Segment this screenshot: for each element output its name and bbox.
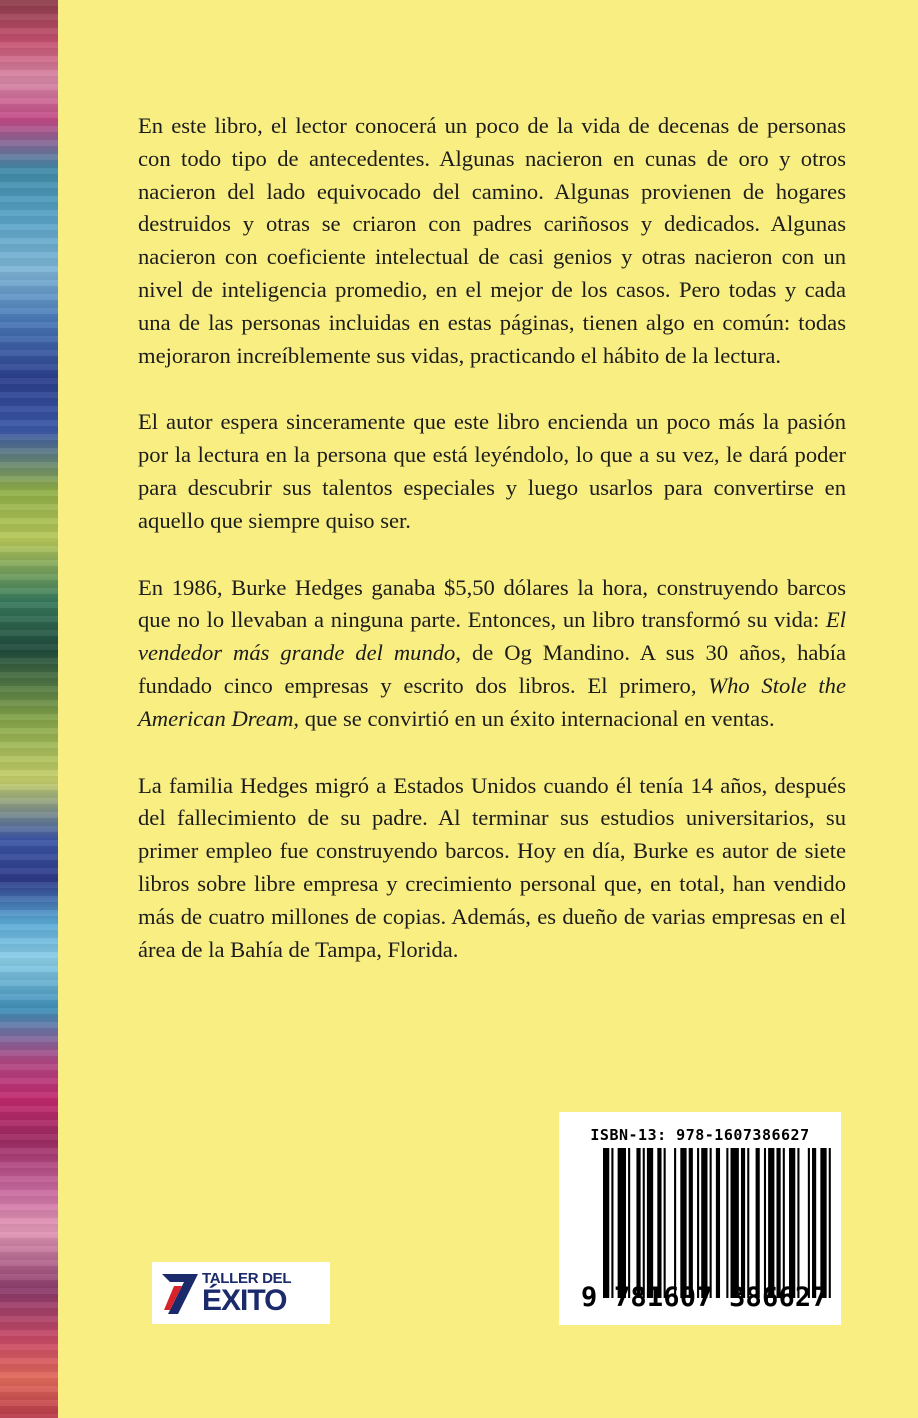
paragraph-text: En 1986, Burke Hedges ganaba $5,50 dólares la hora, construyendo barcos que no lo llevaban a ninguna parte. Entonces, un libro transformó su vida: xyxy=(138,574,846,633)
spine-stripe xyxy=(0,0,58,1418)
paragraph-text: La familia Hedges migró a Estados Unidos cuando él tenía 14 años, después del fallecimiento de su padre. Al terminar sus estudios universitarios, su primer empleo fue construyendo barcos. Hoy en día, Burke es autor de siete libros sobre libre empresa y crecimiento personal que, en total, han vendido más de cuatro millones de copias. Además, es dueño de varias empresas en el área de la Bahía de Tampa, Florida. xyxy=(138,772,846,962)
publisher-logo xyxy=(152,1262,330,1324)
paragraph-3 xyxy=(138,572,846,736)
back-cover-text xyxy=(138,110,846,1000)
publisher-name-line1: TALLER DEL xyxy=(202,1270,292,1287)
paragraph-text: , que se convirtió en un éxito internacional en ventas. xyxy=(293,705,775,731)
paragraph-1 xyxy=(138,110,846,372)
publisher-logo-mark-icon xyxy=(160,1270,200,1316)
barcode-bars xyxy=(603,1148,835,1298)
isbn-barcode xyxy=(559,1112,841,1325)
paragraph-2 xyxy=(138,406,846,537)
paragraph-text: En este libro, el lector conocerá un poco de la vida de decenas de personas con todo tipo de antecedentes. Algunas nacieron en cunas de oro y otros nacieron del lado equivocado del camino. Algunas provienen de hogares destruidos y otras se criaron con padres cariñosos y dedicados. Algunas nacieron con coeficiente intelectual de casi genios y otras nacieron con un nivel de inteligencia promedio, en el mejor de los casos. Pero todas y cada una de las personas incluidas en estas páginas, tienen algo en común: todas mejoraron increíblemente sus vidas, practicando el hábito de la lectura. xyxy=(138,113,846,368)
book-title-italic: El vendedor más grande del mundo xyxy=(138,607,846,666)
isbn-label: ISBN-13: 978-1607386627 xyxy=(590,1126,810,1144)
paragraph-text: , de Og Mandino. A sus 30 años, había fundado cinco empresas y escrito dos libros. El primero, xyxy=(138,640,846,698)
publisher-name-line2: ÉXITO xyxy=(202,1284,287,1317)
paragraph-4 xyxy=(138,770,846,967)
paragraph-text: El autor espera sinceramente que este libro encienda un poco más la pasión por la lectura en la persona que está leyéndolo, lo que a su vez, le dará poder para descubrir sus talentos especiales y luego usarlos para convertirse en aquello que siempre quiso ser. xyxy=(138,409,846,533)
barcode-digits: 9 781607 386627 xyxy=(581,1282,828,1313)
book-title-italic: Who Stole the American Dream xyxy=(138,672,846,731)
